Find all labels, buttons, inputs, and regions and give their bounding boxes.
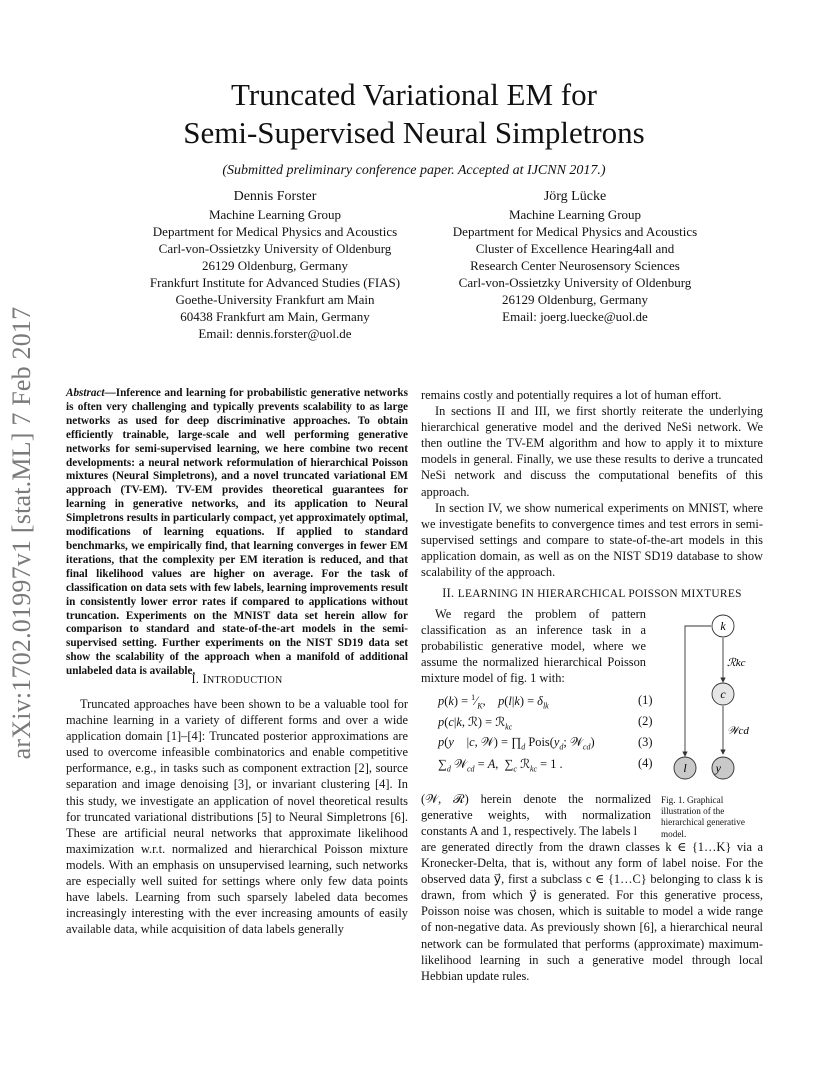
- section-heading-introduction: [66, 672, 408, 687]
- section-title-rest: NTRODUCTION: [206, 675, 283, 686]
- section-title: LEARNING IN HIERARCHICAL POISSON MIXTURES: [457, 588, 742, 600]
- abstract-text: —Inference and learning for probabilistic generative networks is often very challenging and typically prevents scalability to as large networks as used for deep discriminative approaches. To obtain efficiently trainable, large-scale and well performing generative networks for semi-supervised learning, we here combine two recent developments: a neural network reformulation of hierarchical Poisson mixtures (Neural Simpletrons), and a novel truncated variational EM approach (TV-EM). TV-EM provides theoretical guarantees for learning in generative networks, and its application to Neural Simpletrons results in particularly compact, yet approximately optimal, modifications of learning equations. If applied to standard benchmarks, we empirically find, that learning converges in fewer EM iterations, that the complexity per EM iteration is reduced, and that final likelihood values are higher on average. For the task of classification on data sets with few labels, learning improvements result in consistently lower error rates if compared to applications without truncation. Experiments on the MNIST data set herein allow for comparison to standard and state-of-the-art models in the semi-supervised setting. Further experiments on the NIST SD19 data set show the scalability of the approach when a manifold of additional unlabeled data is available.: [66, 387, 408, 678]
- author-name: Dennis Forster: [233, 189, 317, 204]
- author-affiliation-line: 60438 Frankfurt am Main, Germany: [180, 309, 370, 324]
- paragraph: Truncated approaches have been shown to be a valuable tool for machine learning in a variety of different forms and over a wide application domain [1]–[4]: Truncated posterior approximations are used to overcome infeasible combinatorics and enable competitive performance, e.g., in tasks such as component extraction [2], source separation and image denoising [3], or invariant clustering [4]. In this study, we investigate an application of novel theoretical results for truncated variational distributions [5] to Neural Simpletrons [6]. These are artificial neural networks that approximate likelihood maximization w.r.t. normalized and hierarchical Poisson mixture models. With an emphasis on unsupervised learning, such networks are especially well suited for settings where only few data points have labels. Learning from such sparsely labeled data becomes increasingly interesting with the ever increasing amounts of easily available data, while acquisition of data labels generally: [66, 697, 408, 937]
- edge-label-rkc: ℛkc: [727, 657, 746, 669]
- paragraph: (𝒲, ℛ) herein denote the normalized generative weights, with normalization constants A and 1, respectively. The labels l: [421, 792, 651, 839]
- author-affiliation-line: Cluster of Excellence Hearing4all and: [475, 241, 675, 256]
- generative-process-text: [421, 839, 763, 984]
- author-email: Email: dennis.forster@uol.de: [198, 326, 352, 341]
- paragraph: In sections II and III, we first shortly reiterate the underlying hierarchical generative model and the derived NeSi network. We then outline the TV-EM algorithm and how to apply it to mixture models in general. Finally, we use these results to derive a truncated NeSi network and discuss the computational benefits of this approach.: [421, 404, 763, 499]
- svg-text:y⃗: y⃗: [715, 761, 731, 775]
- svg-text:l: l: [683, 761, 687, 775]
- author-block-2: [425, 188, 725, 325]
- title-line-1: Truncated Variational EM for: [231, 77, 597, 112]
- author-affiliation-line: Frankfurt Institute for Advanced Studies (FIAS): [149, 275, 401, 290]
- author-email: Email: joerg.luecke@uol.de: [502, 309, 648, 324]
- author-affiliation-line: 26129 Oldenburg, Germany: [502, 292, 648, 307]
- section2-intro: [421, 606, 646, 686]
- author-affiliation-line: Carl-von-Ossietzky University of Oldenburg: [158, 241, 392, 256]
- paragraph: We regard the problem of pattern classification as an inference task in a probabilistic generative model, where we assume the normalized hierarchical Poisson mixture model of fig. 1 with:: [421, 607, 646, 686]
- node-c: [712, 683, 734, 705]
- section-title-initial: I: [202, 672, 207, 686]
- author-affiliation-line: Department for Medical Physics and Acoustics: [452, 224, 698, 239]
- paper-subtitle: (Submitted preliminary conference paper. Accepted at IJCNN 2017.): [222, 163, 606, 178]
- introduction-body: [66, 696, 408, 937]
- equation-number: (2): [638, 714, 653, 728]
- paper-title: [0, 76, 828, 152]
- after-equations-text: [421, 791, 651, 839]
- arxiv-identifier: arXiv:1702.01997v1 [stat.ML] 7 Feb 2017: [7, 306, 36, 760]
- svg-text:k: k: [720, 619, 726, 633]
- equation-number: (4): [638, 756, 653, 770]
- abstract: [66, 387, 408, 679]
- figure-caption: Fig. 1. Graphical illustration of the hierarchical generative model.: [661, 795, 745, 839]
- node-y: [712, 757, 734, 779]
- title-line-2: Semi-Supervised Neural Simpletrons: [183, 115, 645, 150]
- author-affiliation-line: 26129 Oldenburg, Germany: [202, 258, 348, 273]
- author-affiliation-line: Machine Learning Group: [208, 207, 342, 222]
- equation-2: p(c|k, ℛ) = ℛ$_{kc}$ (2): [438, 714, 653, 732]
- equation-number: (1): [638, 693, 653, 707]
- abstract-label: Abstract: [66, 387, 105, 399]
- equations: [438, 693, 653, 777]
- section-number: II.: [442, 586, 455, 600]
- equation-1: $p(k) = ^1⁄_K$, $p(l|k) = \delta_{lk}$ (1): [438, 693, 653, 711]
- author-affiliation-line: Goethe-University Frankfurt am Main: [175, 292, 375, 307]
- edge-label-wcd: 𝒲cd: [727, 725, 749, 737]
- svg-text:c: c: [720, 687, 726, 701]
- author-affiliation-line: Research Center Neurosensory Sciences: [470, 258, 680, 273]
- section-heading-hierarchical-poisson: [421, 586, 763, 601]
- node-k: [712, 615, 734, 637]
- author-affiliation-line: Machine Learning Group: [508, 207, 642, 222]
- paragraph: remains costly and potentially requires a lot of human effort.: [421, 388, 722, 402]
- equation-4: $\sum_d$ 𝒲$_{cd}$ = A, $\sum_c$ ℛ$_{kc}$ = 1 . (4): [438, 756, 653, 774]
- figure-graphical-model: [665, 612, 765, 792]
- edge-k-l: [685, 626, 711, 756]
- author-affiliation-line: Department for Medical Physics and Acoustics: [152, 224, 398, 239]
- equation-number: (3): [638, 735, 653, 749]
- paragraph: are generated directly from the drawn classes k ∈ {1…K} via a Kronecker-Delta, that is, without any form of label noise. For the observed data y⃗, first a subclass c ∈ {1…C} belonging to class k is drawn, from which y⃗ is generated. For this generative process, Poisson noise was chosen, which is suitable to model a wide range of non-negative data. As previously shown [6], a hierarchical neural network can be formulated that performs (approximate) maximum-likelihood learning in such a generative model through local Hebbian update rules.: [421, 840, 763, 983]
- author-affiliation-line: Carl-von-Ossietzky University of Oldenburg: [458, 275, 692, 290]
- section-number: I.: [191, 672, 200, 686]
- author-block-1: [110, 188, 440, 342]
- author-name: Jörg Lücke: [543, 189, 607, 204]
- paragraph: In section IV, we show numerical experiments on MNIST, where we investigate benefits to convergence times and test errors in semi-supervised settings and compare to state-of-the-art models in this application domain, as well as on the NIST SD19 database to show scalability of the approach.: [421, 500, 763, 580]
- node-l: [674, 757, 696, 779]
- right-column-intro: [421, 387, 763, 580]
- equation-3: p(y⃗ |c, 𝒲) = $\prod_d$ $Pois(y_d$; 𝒲$_{cd}$) (3): [438, 735, 653, 752]
